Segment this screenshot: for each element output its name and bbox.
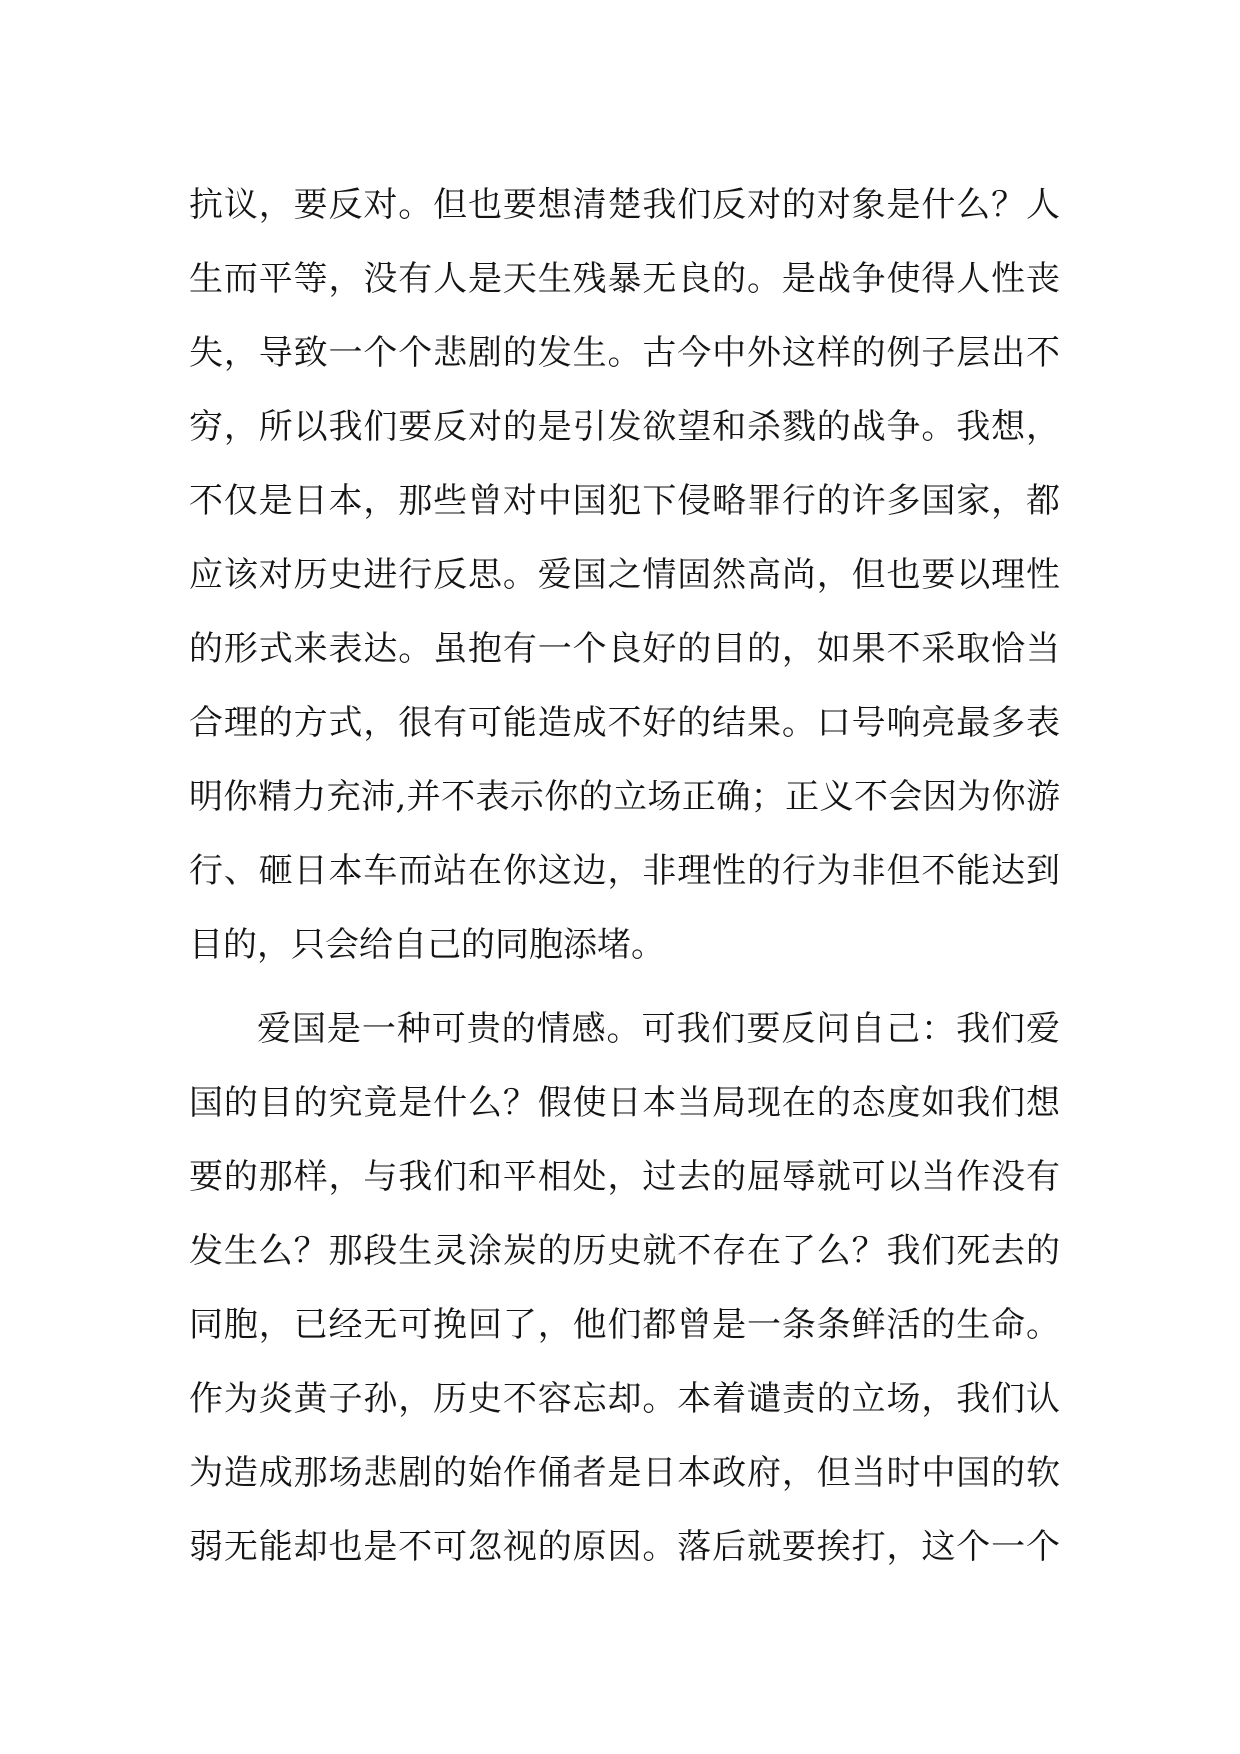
text-line: 目的，只会给自己的同胞添堵。 <box>189 925 665 965</box>
text-line: 应该对历史进行反思。爱国之情固然高尚，但也要以理性 <box>189 555 1060 595</box>
text-line: 明你精力充沛,并不表示你的立场正确；正义不会因为你游 <box>189 777 1060 817</box>
text-line: 作为炎黄子孙，历史不容忘却。本着谴责的立场，我们认 <box>189 1379 1060 1419</box>
text-line: 为造成那场悲剧的始作俑者是日本政府，但当时中国的软 <box>189 1453 1060 1493</box>
body-text <box>189 168 1060 1584</box>
text-line: 不仅是日本，那些曾对中国犯下侵略罪行的许多国家，都 <box>189 481 1060 521</box>
text-line: 失，导致一个个悲剧的发生。古今中外这样的例子层出不 <box>189 333 1060 373</box>
text-line: 爱国是一种可贵的情感。可我们要反问自己：我们爱 <box>257 1009 1060 1049</box>
text-line: 合理的方式，很有可能造成不好的结果。口号响亮最多表 <box>189 703 1060 743</box>
paragraph-1 <box>189 168 1060 982</box>
text-line: 同胞，已经无可挽回了，他们都曾是一条条鲜活的生命。 <box>189 1305 1060 1345</box>
text-line: 发生么？那段生灵涂炭的历史就不存在了么？我们死去的 <box>189 1231 1060 1271</box>
text-line: 穷，所以我们要反对的是引发欲望和杀戮的战争。我想， <box>189 407 1060 447</box>
text-line: 弱无能却也是不可忽视的原因。落后就要挨打，这个一个 <box>189 1527 1060 1567</box>
text-line: 行、砸日本车而站在你这边，非理性的行为非但不能达到 <box>189 851 1060 891</box>
text-line: 要的那样，与我们和平相处，过去的屈辱就可以当作没有 <box>189 1157 1060 1197</box>
text-line: 抗议，要反对。但也要想清楚我们反对的对象是什么？人 <box>189 185 1060 225</box>
text-line: 的形式来表达。虽抱有一个良好的目的，如果不采取恰当 <box>189 629 1060 669</box>
text-line: 国的目的究竟是什么？假使日本当局现在的态度如我们想 <box>189 1083 1060 1123</box>
paragraph-2 <box>189 992 1060 1584</box>
text-line: 生而平等，没有人是天生残暴无良的。是战争使得人性丧 <box>189 259 1060 299</box>
